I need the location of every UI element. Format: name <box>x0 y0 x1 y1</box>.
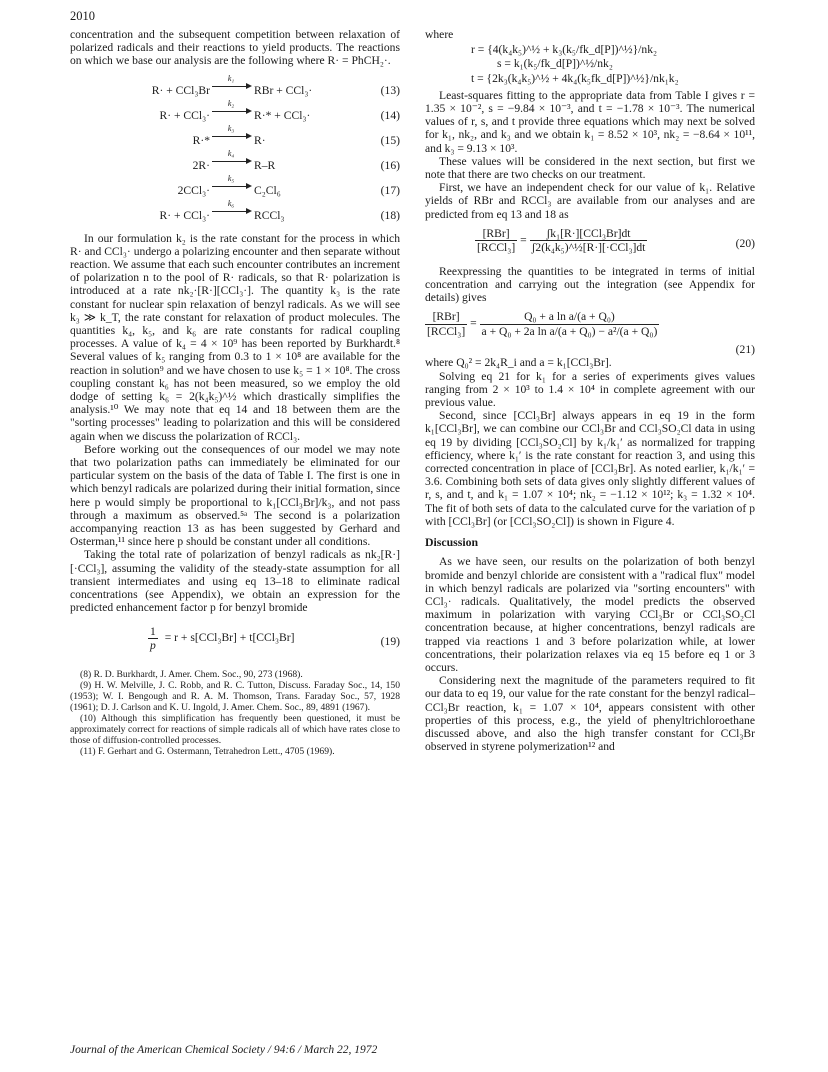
equation-number: (16) <box>380 158 400 172</box>
paragraph: As we have seen, our results on the polarization of both benzyl bromide and benzyl chloride are consistent with a "radical flux" model in which benzyl radicals are polarized via "sorting encounters" with CCl₃· radicals. Qualitatively, the model predicts the observed maximum in polarization with varying CCl₃Br or CCl₃SO₂Cl concentration because, at higher concentrations, benzyl radicals are trapped via reactions 1 and 3 before polarization while, at lower concentrations, their polarization relaxes via eq 15 before eq 1 or 3 occurs. <box>425 555 755 674</box>
arrow-icon <box>212 136 250 137</box>
fraction <box>480 310 660 337</box>
equation-r: r = {4(k₄k₅)^½ + k₃(k₅/fk_d[P])^½}/nk₂ <box>471 43 658 57</box>
fraction <box>530 227 648 254</box>
fraction <box>425 310 467 337</box>
reaction-row <box>70 124 400 149</box>
reaction-products: R–R <box>254 158 276 172</box>
journal-footer: Journal of the American Chemical Society / 94:6 / March 22, 1972 <box>70 1044 378 1056</box>
reaction-arrow <box>212 99 250 112</box>
arrow-icon <box>212 86 250 87</box>
denominator: p <box>150 638 156 652</box>
reaction-arrow <box>212 149 250 162</box>
fraction <box>475 227 517 254</box>
paragraph: Considering next the magnitude of the parameters required to fit our data to eq 19, our value for the rate constant for the benzyl radical–CCl₃Br reaction, k₁ = 1.07 × 10⁴, appears consistent with other properties of this process, e.g., the yield of phenyltrichloroethane discussed above, and also the high transfer constant for CCl₃Br observed in styrene polymerization¹² and <box>425 674 755 754</box>
equation-number: (17) <box>380 183 400 197</box>
reaction-reactants: 2CCl₃· <box>177 183 210 197</box>
numerator: Q₀ + a ln a/(a + Q₀) <box>480 310 660 324</box>
denominator: a + Q₀ + 2a ln a/(a + Q₀) − a²/(a + Q₀) <box>481 324 658 338</box>
equals-sign: = <box>470 316 480 330</box>
reaction-row <box>70 174 400 199</box>
rate-constant-label: k₁ <box>227 73 235 83</box>
reaction-arrow <box>212 174 250 187</box>
arrow-icon <box>212 161 250 162</box>
paragraph: Solving eq 21 for k₁ for a series of experiments gives values ranging from 2 × 10³ to 1.4 × 10⁴ in complete agreement with our previous value. <box>425 369 755 410</box>
footnote: (10) Although this simplification has frequently been questioned, it must be approximately correct for reactions of simple radicals all of which have rates close to those of diffusion-controlled processes. <box>70 712 400 746</box>
where-label: where <box>425 28 454 41</box>
paragraph: Taking the total rate of polarization of benzyl radicals as nk₂[R·][·CCl₃], assuming the validity of the steady-state assumption for all transient intermediates and using eq 13–18 to eliminate radical concentrations (see Appendix), we obtain an expression for the predicted enhancement factor p for benzyl bromide <box>70 548 400 615</box>
footnotes <box>70 669 400 757</box>
paragraph: Least-squares fitting to the appropriate data from Table I gives r = 1.35 × 10⁻², s = −9.84 × 10⁻³, and t = −1.78 × 10⁻³. The numerical values of r, s, and t provide three equations which may next be solved for k₁, nk₂, and k₃ and we obtain k₁ = 8.52 × 10³, nk₂ = −8.64 × 10¹¹, and k₃ = 9.13 × 10³. <box>425 88 755 155</box>
reaction-reactants: R· + CCl₃Br <box>151 83 210 97</box>
equation-number: (15) <box>380 133 400 147</box>
paragraph: First, we have an independent check for our value of k₁. Relative yields of RBr and RCCl₃ are available from our analyses and are predicted from eq 13 and 18 as <box>425 181 755 221</box>
equation-t: t = {2k₃(k₄k₅)^½ + 4k₄(k₅fk_d[P])^½}/nk₁k₂ <box>471 71 679 85</box>
right-column <box>425 28 755 753</box>
reaction-row <box>70 99 400 124</box>
equation-number: (21) <box>735 343 755 357</box>
reaction-reactants: R· + CCl₃· <box>159 208 210 222</box>
rate-constant-label: k₅ <box>227 173 235 183</box>
paragraph: These values will be considered in the next section, but first we note that there are two checks on our treatment. <box>425 154 755 182</box>
paragraph: Before working out the consequences of our model we may note that two polarization paths can immediately be eliminated for our particular system on the basis of the data of Table I. The first is one in which benzyl radicals are polarized during their initial formation, since here p would simply be proportional to k₁[CCl₃Br]/k₃, and not pass through a maximum as observed.⁵ᵃ The second is a polarization accompanying reaction 13 as has been suggested by Gerhard and Osterman,¹¹ since here p should be constant under all conditions. <box>70 442 400 549</box>
reaction-products: R·* + CCl₃· <box>254 108 311 122</box>
equation-19 <box>70 625 400 659</box>
reaction-products: RBr + CCl₃· <box>254 83 313 97</box>
denominator: [RCCl₃] <box>477 241 516 255</box>
equation-number: (14) <box>380 108 400 122</box>
reaction-scheme <box>70 74 400 224</box>
equation-number: (13) <box>380 83 400 97</box>
arrow-icon <box>212 186 250 187</box>
intro-paragraph: concentration and the subsequent competition between relaxation of polarized radicals and their reactions to yield products. The reactions on which we base our analysis are the following where R· = PhCH₂·. <box>70 28 400 68</box>
equals-sign: = <box>520 233 530 247</box>
section-heading: Discussion <box>425 535 479 550</box>
footnote: (8) R. D. Burkhardt, J. Amer. Chem. Soc., 90, 273 (1968). <box>80 668 303 680</box>
equation-number: (18) <box>380 208 400 222</box>
footnote: (9) H. W. Melville, J. C. Robb, and R. C. Tutton, Discuss. Faraday Soc., 14, 150 (1953); W. I. Bengough and R. A. M. Thomson, Trans. Faraday Soc., 57, 1928 (1961); D. J. Carlson and K. U. Ingold, J. Amer. Chem. Soc., 89, 4891 (1967). <box>70 679 400 713</box>
rate-constant-label: k₆ <box>227 198 235 208</box>
reaction-reactants: R· + CCl₃· <box>159 108 210 122</box>
reaction-products: R· <box>254 133 266 147</box>
equation-20 <box>425 227 755 261</box>
equation-number: (20) <box>735 236 755 250</box>
reaction-reactants: 2R· <box>192 158 210 172</box>
reaction-arrow <box>212 124 250 137</box>
numerator: ʃk₁[R·][CCl₃Br]dt <box>530 227 648 241</box>
equation-rhs: = r + s[CCl₃Br] + t[CCl₃Br] <box>164 630 295 644</box>
reaction-row <box>70 74 400 99</box>
reaction-arrow <box>212 74 250 87</box>
footnote: (11) F. Gerhart and G. Ostermann, Tetrahedron Lett., 4705 (1969). <box>80 745 335 757</box>
paragraph: Second, since [CCl₃Br] always appears in eq 19 in the form k₁[CCl₃Br], we can combine our CCl₃Br and CCl₃SO₂Cl data in using eq 19 by dividing [CCl₃SO₂Cl] by k₁/k₁′ as normalized for trapping efficiency, where k₁′ is the rate constant for reaction 3, and using this corrected concentration in place of [CCl₃Br]. As noted earlier, k₁/k₁′ = 3.6. Combining both sets of data gives only slightly different values of r, s, and t, and k₁ = 1.07 × 10⁴; nk₂ = −1.12 × 10¹²; k₃ = 1.32 × 10⁴. The fit of both sets of data to the calculated curve for the variation of p with [CCl₃Br] (or [CCl₃SO₂Cl]) is shown in Figure 4. <box>425 409 755 528</box>
page-number: 2010 <box>70 9 95 23</box>
reaction-products: RCCl₃ <box>254 208 285 222</box>
arrow-icon <box>212 111 250 112</box>
paragraph: In our formulation k₂ is the rate constant for the process in which R· and CCl₃· undergo a polarizing encounter and then separate without reaction. We assume that each such encounter contributes an increment of polarization n to the pool of R· radicals, so that R· polarization is introduced at a rate nk₂·[R·][CCl₃·]. The quantity k₃ is the rate constant for nuclear spin relaxation of benzyl radicals. As we will see k₃ ≫ k_T, the rate constant for relaxation of product molecules. The quantities k₄, k₅, and k₆ are rate constants for radical coupling processes. A value of k₄ = 4 × 10⁹ has been reported by Burkhardt.⁸ Several values of k₅ ranging from 0.3 to 1 × 10⁸ are available for the reaction in solution⁹ and we have chosen to use k₅ = 1 × 10⁸. The cross coupling constant k₆ has not been measured, so we employ the old dodge of setting k₆ = 2(k₄k₅)^½ which drastically simplifies the analysis.¹⁰ We may note that eq 14 and 18 between them are the "sorting processes" leading to polarization and this will be considered again when we discuss the polarization of RCCl₃. <box>70 231 400 443</box>
equation-s: s = k₁(k₅/fk_d[P])^½/nk₂ <box>497 57 613 71</box>
left-column <box>70 28 400 757</box>
equation-21 <box>425 310 755 356</box>
numerator: [RBr] <box>425 310 467 324</box>
reaction-reactants: R·* <box>192 133 210 147</box>
paragraph: where Q₀² = 2k₄R_i and a = k₁[CCl₃Br]. <box>425 356 612 370</box>
paragraph: Reexpressing the quantities to be integrated in terms of initial concentration and carrying out the integration (see Appendix for details) gives <box>425 264 755 305</box>
rate-constant-label: k₂ <box>227 98 235 108</box>
reaction-arrow <box>212 199 250 212</box>
rate-constant-label: k₄ <box>227 148 235 158</box>
reaction-row <box>70 199 400 224</box>
numerator: 1 <box>150 624 156 638</box>
reaction-products: C₂Cl₆ <box>254 183 281 197</box>
reaction-row <box>70 149 400 174</box>
denominator: [RCCl₃] <box>427 324 466 338</box>
arrow-icon <box>212 211 250 212</box>
fraction <box>148 625 158 652</box>
rate-constant-label: k₃ <box>227 123 235 133</box>
numerator: [RBr] <box>475 227 517 241</box>
denominator: ʃ2(k₄k₅)^½[R·][·CCl₃]dt <box>531 241 646 255</box>
equation-number: (19) <box>380 634 400 648</box>
